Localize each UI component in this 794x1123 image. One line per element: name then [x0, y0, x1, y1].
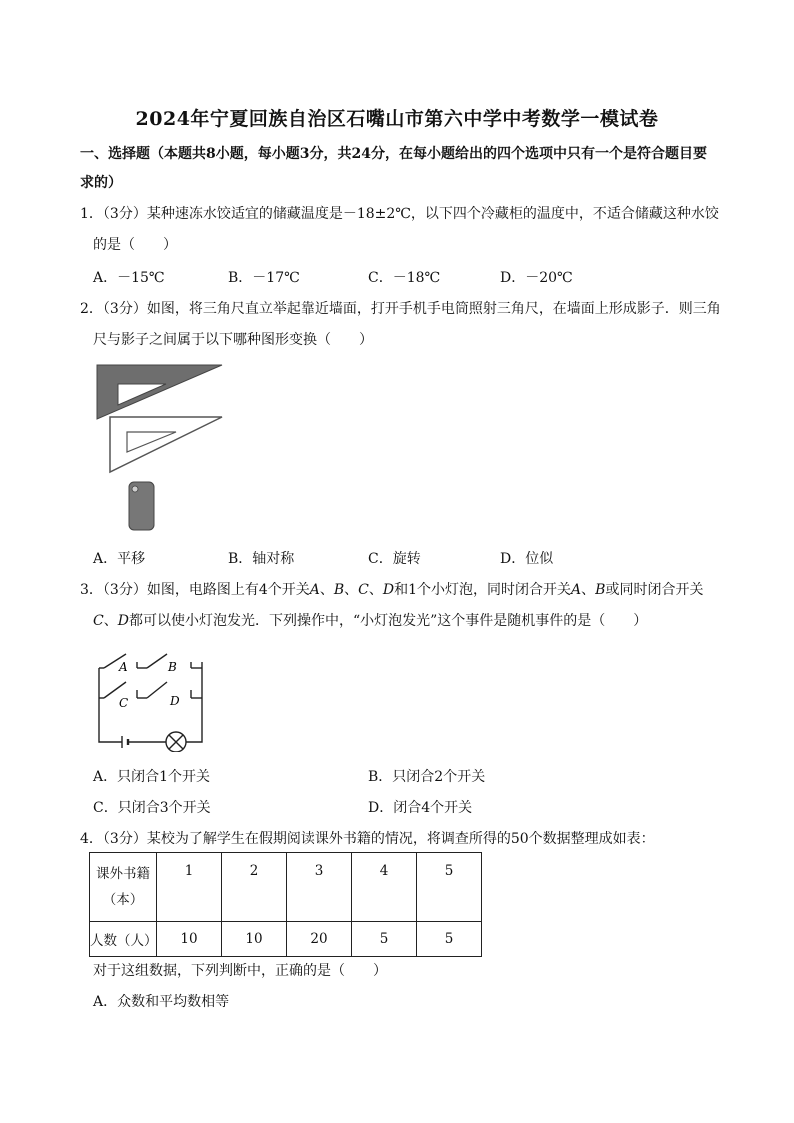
- q2-option-d: D．位似: [500, 551, 554, 567]
- q1-stem: 1．（3分）某种速冻水饺适宜的储藏温度是－18±2℃，以下四个冷藏柜的温度中，不适合储藏这种水饺: [80, 206, 719, 222]
- q2-option-c: C．旋转: [368, 551, 421, 567]
- table-cell: 20: [287, 922, 352, 957]
- table-cell: 2: [222, 853, 287, 922]
- q3-stem: 3．（3分）如图，电路图上有4个开关A、B、C、D和1个小灯泡，同时闭合开关A、B或同时闭合开关: [80, 582, 704, 598]
- section-heading-cont: 求的）: [80, 175, 122, 191]
- table-cell: 3: [287, 853, 352, 922]
- table-header-books-label: 课外书籍: [96, 866, 150, 882]
- switch-ref-d2: D: [117, 613, 129, 629]
- q2-stem: 2．（3分）如图，将三角尺直立举起靠近墙面，打开手机手电筒照射三角尺，在墙面上形成影子．则三角: [80, 301, 721, 317]
- phone-flashlight: [132, 486, 138, 492]
- q1-option-a: A．－15℃: [93, 270, 165, 286]
- q3-option-d: D．闭合4个开关: [368, 800, 473, 816]
- switch-label-d: D: [170, 694, 180, 708]
- shadow-triangle: [97, 365, 222, 419]
- q3-option-c: C．只闭合3个开关: [93, 800, 211, 816]
- triangle-shadow-figure: [94, 362, 226, 534]
- q3-option-b: B．只闭合2个开关: [368, 769, 486, 785]
- table-cell: 1: [157, 853, 222, 922]
- q3-stem-part4: 都可以使小灯泡发光．下列操作中，“小灯泡发光”这个事件是随机事件的是（ ）: [128, 613, 648, 629]
- q3-option-a: A．只闭合1个开关: [93, 769, 211, 785]
- q3-stem-part2: 和1个小灯泡，同时闭合开关: [394, 582, 572, 598]
- q4-stem-cont: 对于这组数据，下列判断中，正确的是（ ）: [93, 963, 387, 979]
- switch-label-c: C: [119, 696, 129, 710]
- q1-option-d: D．－20℃: [500, 270, 573, 286]
- switch-ref-a2: A: [571, 582, 582, 598]
- switch-ref-d: D: [382, 582, 395, 598]
- q1-stem-cont: 的是（ ）: [93, 237, 177, 253]
- switch-ref-c: C: [358, 582, 369, 598]
- table-cell: 10: [222, 922, 287, 957]
- q3-stem-part1: 3．（3分）如图，电路图上有4个开关: [80, 582, 310, 598]
- q3-stem-part3: 或同时闭合开关: [605, 582, 704, 598]
- table-header-books: [90, 853, 157, 922]
- switch-ref-b: B: [333, 582, 345, 598]
- switch-ref-b2: B: [595, 582, 606, 598]
- books-table: [89, 852, 482, 957]
- q4-stem: 4．（3分）某校为了解学生在假期阅读课外书籍的情况，将调查所得的50个数据整理成如表：: [80, 831, 655, 847]
- switch-ref-c2: C: [93, 613, 104, 629]
- shadow-triangle-hole: [118, 384, 166, 405]
- table-header-people: 人数（人）: [90, 922, 157, 957]
- table-cell: 5: [417, 922, 482, 957]
- switch-label-b: B: [168, 660, 177, 674]
- q3-stem-cont: C、D都可以使小灯泡发光．下列操作中，“小灯泡发光”这个事件是随机事件的是（ ）: [93, 613, 648, 629]
- table-row: [90, 922, 482, 957]
- table-row: [90, 853, 482, 922]
- table-cell: 10: [157, 922, 222, 957]
- table-cell: 5: [417, 853, 482, 922]
- q2-option-a: A．平移: [93, 551, 146, 567]
- circuit-diagram: [94, 652, 210, 752]
- table-cell: 5: [352, 922, 417, 957]
- switch-label-a: A: [119, 660, 128, 674]
- q1-option-c: C．－18℃: [368, 270, 441, 286]
- table-header-books-unit: （本）: [102, 892, 144, 908]
- switch-ref-a: A: [309, 582, 320, 598]
- q4-option-a: A．众数和平均数相等: [93, 994, 230, 1010]
- q2-stem-cont: 尺与影子之间属于以下哪种图形变换（ ）: [93, 332, 373, 348]
- table-cell: 4: [352, 853, 417, 922]
- q1-option-b: B．－17℃: [228, 270, 300, 286]
- section-heading: 一、选择题（本题共8小题，每小题3分，共24分，在每小题给出的四个选项中只有一个是符合题目要: [80, 146, 707, 162]
- q2-option-b: B．轴对称: [228, 551, 295, 567]
- page-title: 2024年宁夏回族自治区石嘴山市第六中学中考数学一模试卷: [135, 108, 659, 130]
